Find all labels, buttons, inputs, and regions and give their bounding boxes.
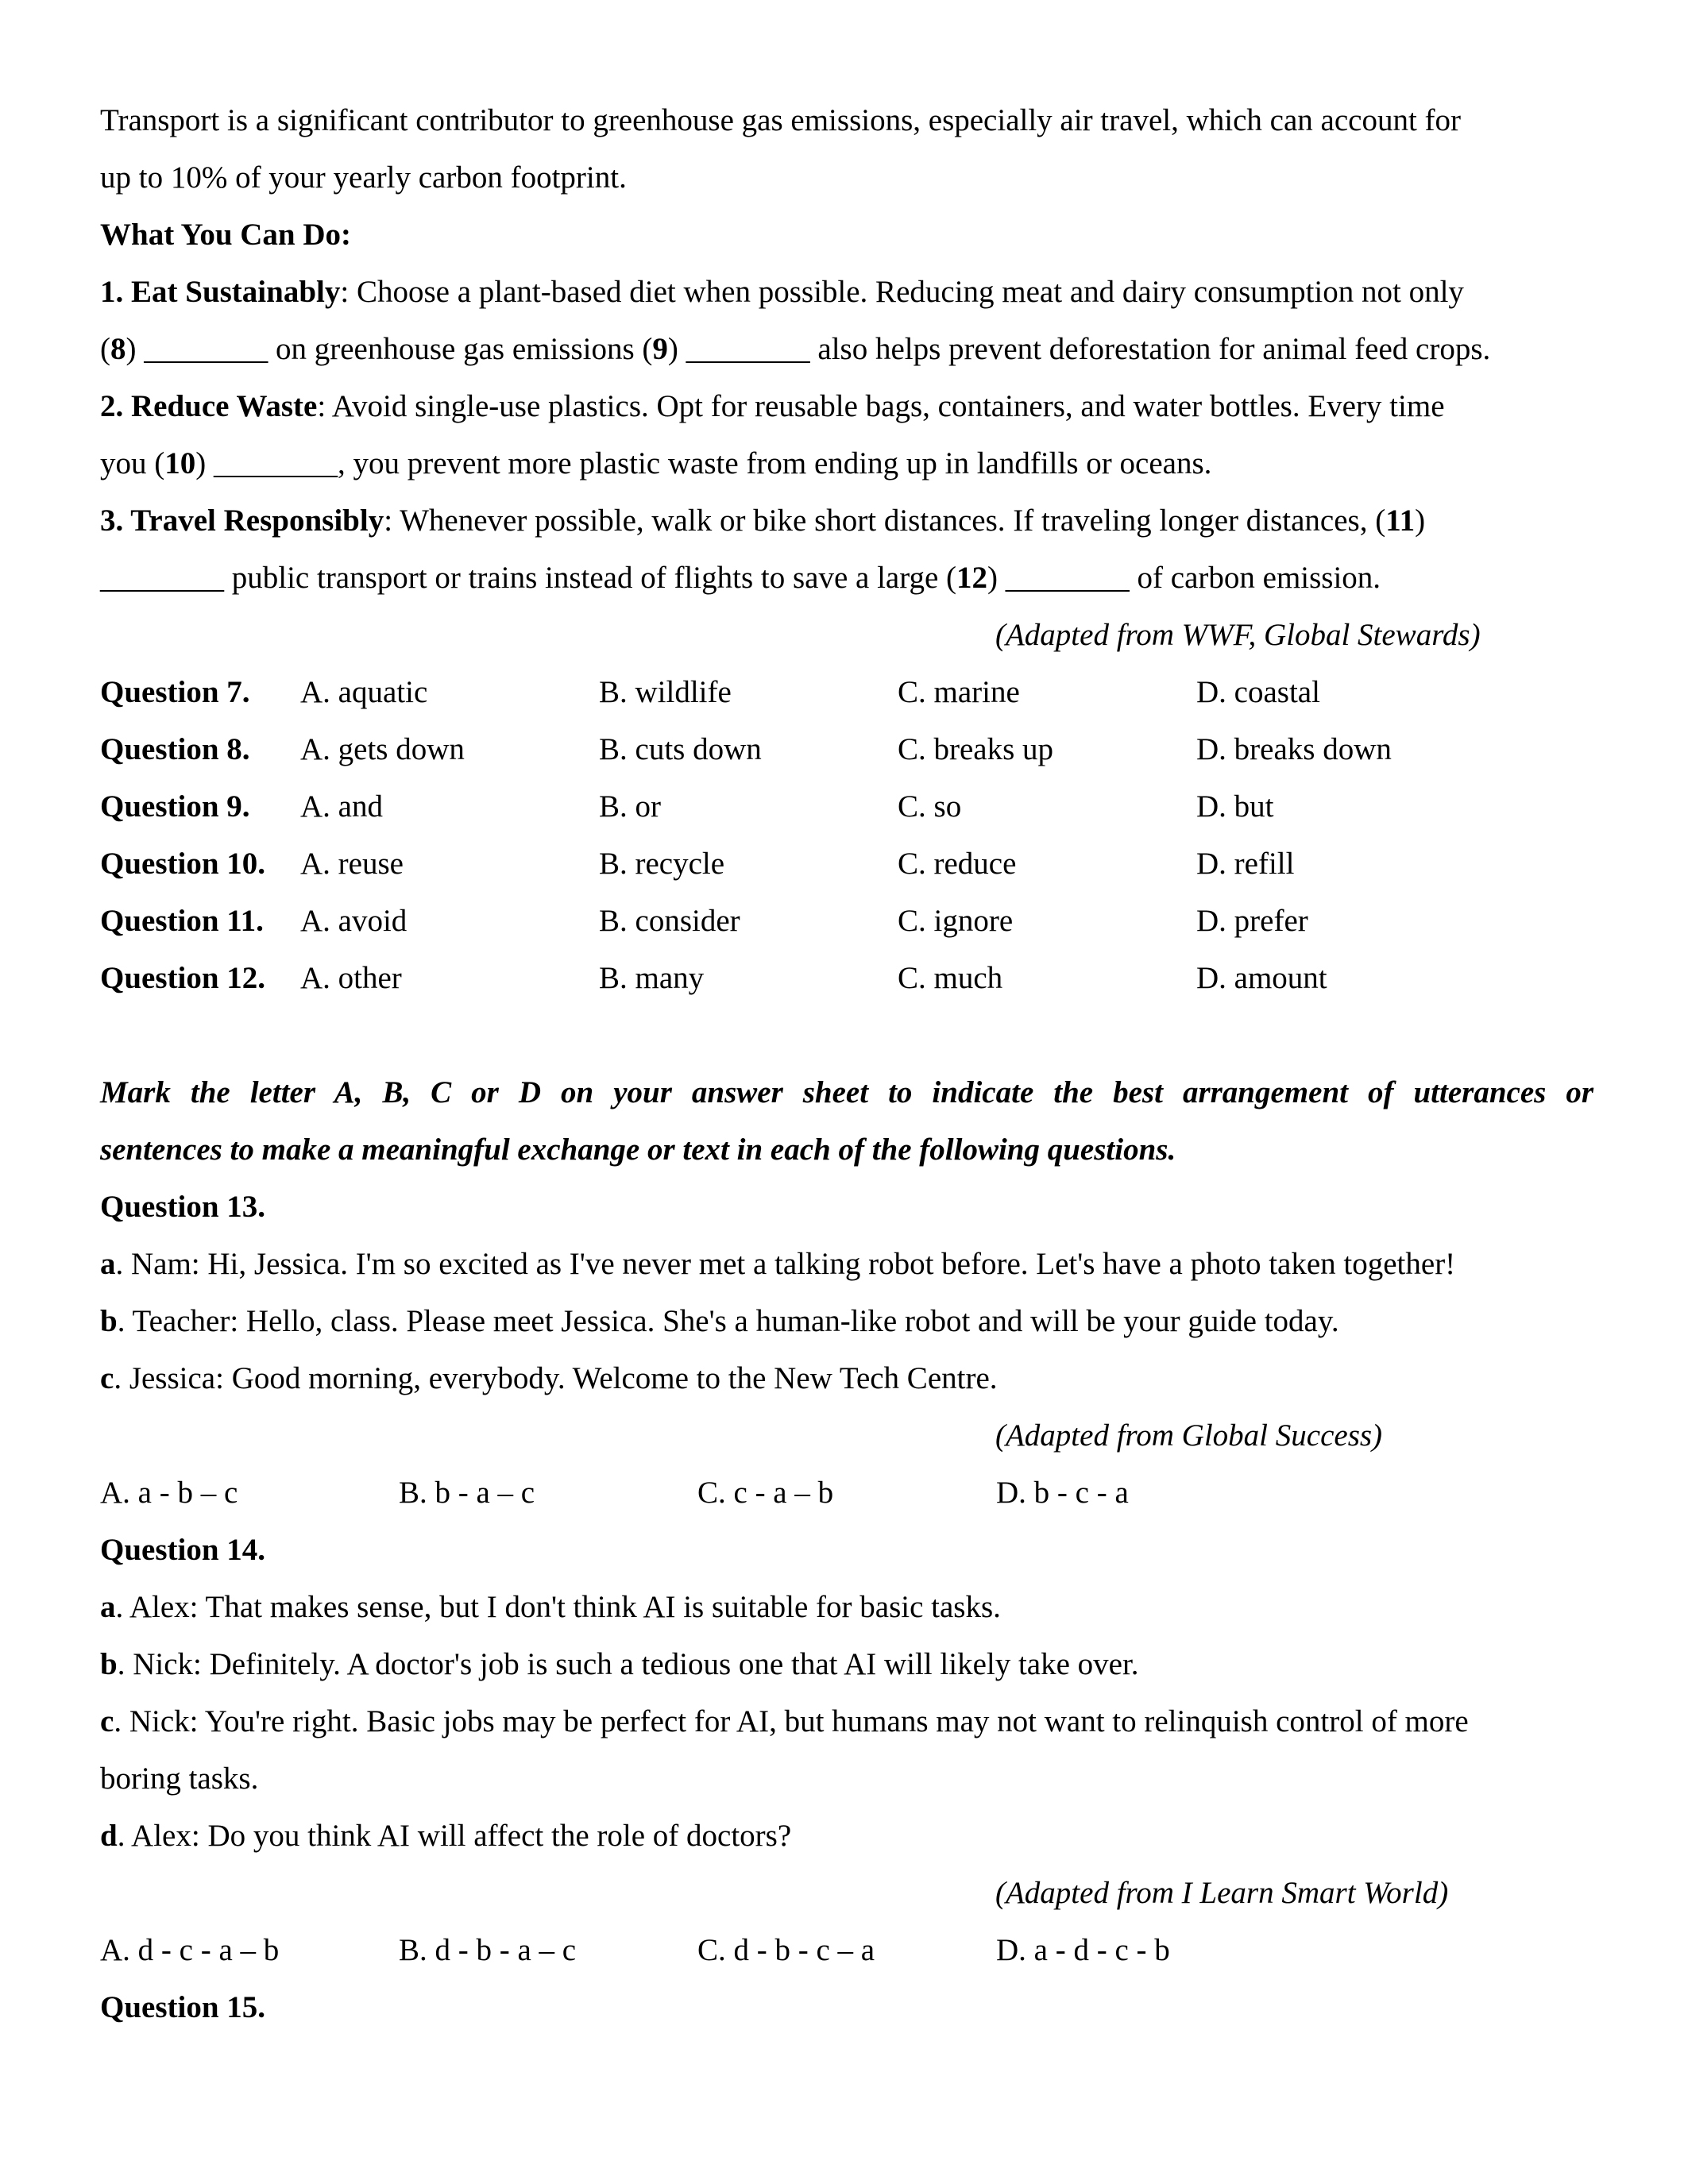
question-row: Question 12. A. other B. many C. much D. amount bbox=[100, 950, 1593, 1007]
option-d: D. breaks down bbox=[1196, 732, 1392, 766]
question-row: Question 9. A. and B. or C. so D. but bbox=[100, 778, 1593, 835]
question-row: Question 7. A. aquatic B. wildlife C. marine D. coastal bbox=[100, 664, 1593, 721]
option-a: A. avoid bbox=[300, 904, 408, 938]
q13-options bbox=[100, 1464, 1593, 1522]
item-3-title: 3. Travel Responsibly bbox=[100, 504, 384, 538]
question-row: Question 11. A. avoid B. consider C. ignore D. prefer bbox=[100, 893, 1593, 950]
option-c: C. ignore bbox=[898, 904, 1014, 938]
q14-line-a: a. Alex: That makes sense, but I don't think AI is suitable for basic tasks. bbox=[100, 1590, 1001, 1624]
option-c: C. so bbox=[898, 789, 962, 824]
question-14-label: Question 14. bbox=[100, 1533, 266, 1567]
option-d: D. but bbox=[1196, 789, 1274, 824]
what-you-can-do-heading: What You Can Do: bbox=[100, 218, 352, 252]
question-list bbox=[100, 664, 1593, 1007]
item-1-line-2: (8) ________ on greenhouse gas emissions (9) ________ also helps prevent deforestation for animal feed crops. bbox=[100, 332, 1491, 366]
option-d: D. refill bbox=[1196, 847, 1295, 881]
q13-line-c: c. Jessica: Good morning, everybody. Welcome to the New Tech Centre. bbox=[100, 1361, 998, 1395]
option-d: D. a - d - c - b bbox=[996, 1933, 1170, 1967]
option-b: B. recycle bbox=[599, 847, 725, 881]
exam-page bbox=[100, 92, 1593, 2036]
item-2-title: 2. Reduce Waste bbox=[100, 389, 318, 423]
option-a: A. reuse bbox=[300, 847, 404, 881]
q14-options bbox=[100, 1922, 1593, 1979]
option-b: B. b - a – c bbox=[399, 1476, 535, 1510]
option-a: A. gets down bbox=[300, 732, 465, 766]
source-citation: (Adapted from WWF, Global Stewards) bbox=[995, 618, 1481, 652]
option-b: B. or bbox=[599, 789, 661, 824]
question-row: Question 8. A. gets down B. cuts down C. breaks up D. breaks down bbox=[100, 721, 1593, 778]
q14-line-b: b. Nick: Definitely. A doctor's job is such a tedious one that AI will likely take over. bbox=[100, 1647, 1139, 1681]
option-a: A. d - c - a – b bbox=[100, 1933, 280, 1967]
item-3-line-1: 3. Travel Responsibly: Whenever possible, walk or bike short distances. If traveling longer distances, (11) bbox=[100, 504, 1426, 538]
option-a: A. and bbox=[300, 789, 383, 824]
option-b: B. cuts down bbox=[599, 732, 762, 766]
item-3-line-2: ________ public transport or trains instead of flights to save a large (12) ________ of carbon emission. bbox=[100, 561, 1381, 595]
instruction-line-2: sentences to make a meaningful exchange or text in each of the following questions. bbox=[100, 1133, 1176, 1167]
q14-line-c: c. Nick: You're right. Basic jobs may be perfect for AI, but humans may not want to relinquish control of more bbox=[100, 1704, 1469, 1738]
option-a: A. a - b – c bbox=[100, 1476, 238, 1510]
option-c: C. marine bbox=[898, 675, 1020, 709]
option-a: A. other bbox=[300, 961, 402, 995]
option-b: B. d - b - a – c bbox=[399, 1933, 577, 1967]
q14-line-c-continued: boring tasks. bbox=[100, 1761, 259, 1796]
option-b: B. consider bbox=[599, 904, 740, 938]
option-d: D. prefer bbox=[1196, 904, 1308, 938]
option-b: B. many bbox=[599, 961, 705, 995]
option-d: D. b - c - a bbox=[996, 1476, 1129, 1510]
intro-line-1: Transport is a significant contributor to greenhouse gas emissions, especially air travel, which can account for bbox=[100, 103, 1462, 137]
q13-line-b: b. Teacher: Hello, class. Please meet Jessica. She's a human-like robot and will be your guide today. bbox=[100, 1304, 1339, 1338]
option-c: C. c - a – b bbox=[697, 1476, 834, 1510]
option-d: D. coastal bbox=[1196, 675, 1320, 709]
item-2-line-2: you (10) ________, you prevent more plastic waste from ending up in landfills or oceans. bbox=[100, 446, 1212, 480]
instruction-line-1: Mark the letter A, B, C or D on your answer sheet to indicate the best arrangement of utterances or bbox=[100, 1075, 1593, 1109]
option-c: C. reduce bbox=[898, 847, 1017, 881]
q14-line-d: d. Alex: Do you think AI will affect the role of doctors? bbox=[100, 1819, 792, 1853]
q13-source: (Adapted from Global Success) bbox=[995, 1418, 1383, 1453]
question-13-label: Question 13. bbox=[100, 1190, 266, 1224]
option-c: C. breaks up bbox=[898, 732, 1054, 766]
option-c: C. much bbox=[898, 961, 1003, 995]
question-row: Question 10. A. reuse B. recycle C. reduce D. refill bbox=[100, 835, 1593, 893]
item-1-line-1: 1. Eat Sustainably: Choose a plant-based diet when possible. Reducing meat and dairy consumption not only bbox=[100, 275, 1464, 309]
option-b: B. wildlife bbox=[599, 675, 732, 709]
item-2-line-1: 2. Reduce Waste: Avoid single-use plastics. Opt for reusable bags, containers, and water bottles. Every time bbox=[100, 389, 1445, 423]
option-d: D. amount bbox=[1196, 961, 1327, 995]
option-a: A. aquatic bbox=[300, 675, 428, 709]
item-1-title: 1. Eat Sustainably bbox=[100, 275, 341, 309]
option-c: C. d - b - c – a bbox=[697, 1933, 875, 1967]
q13-line-a: a. Nam: Hi, Jessica. I'm so excited as I've never met a talking robot before. Let's have a photo taken together! bbox=[100, 1247, 1456, 1281]
intro-line-2: up to 10% of your yearly carbon footprint. bbox=[100, 160, 627, 195]
q14-source: (Adapted from I Learn Smart World) bbox=[995, 1876, 1449, 1910]
question-15-label: Question 15. bbox=[100, 1990, 266, 2024]
spacer bbox=[100, 1007, 1593, 1064]
